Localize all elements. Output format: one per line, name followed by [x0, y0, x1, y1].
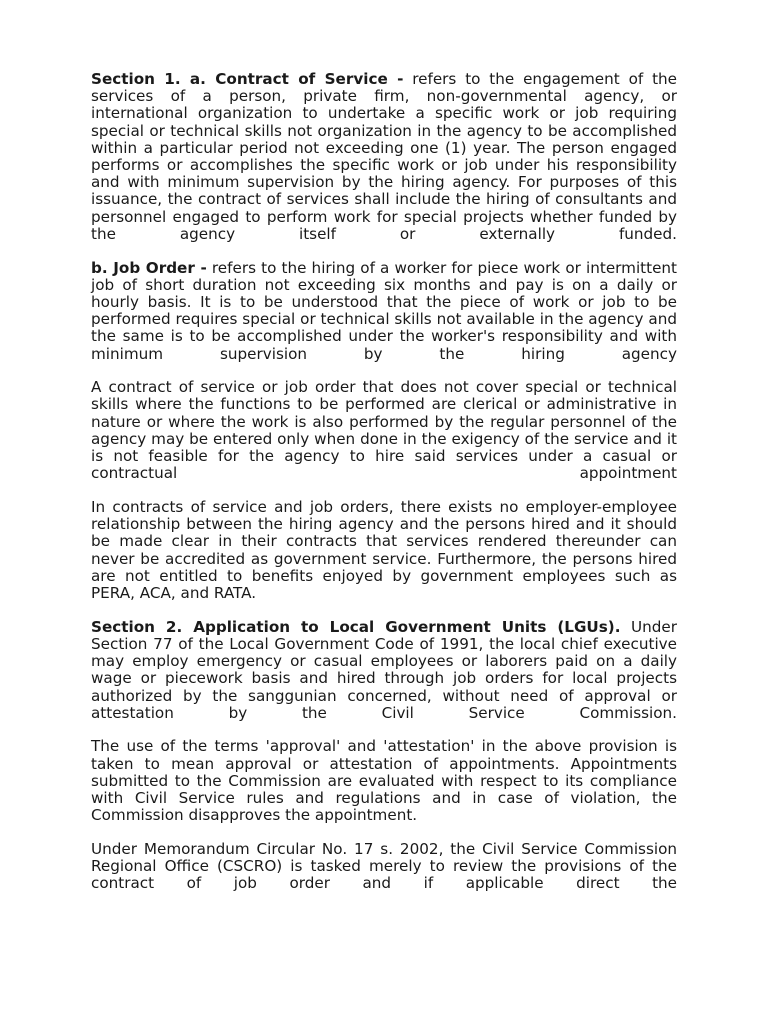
document-page: [91, 71, 677, 909]
paragraph-text: Under Section 77 of the Local Government Code of 1991, the local chief executive may employ emergency or casual employees or laborers paid on a daily wage or piecework basis and hired through job orders for local projects authorized by the sanggunian concerned, without need of approval or attestation by the Civil Service Commission.: [91, 617, 677, 722]
paragraph-text: Under Memorandum Circular No. 17 s. 2002, the Civil Service Commission Regional Office (CSCRO) is tasked merely to review the provisions of the contract of job order and if applicable direct the: [91, 839, 677, 893]
paragraph-no-employer-relationship: [91, 499, 677, 602]
paragraph-heading: Section 2. Application to Local Government Units (LGUs).: [91, 617, 621, 636]
paragraph-text: The use of the terms 'approval' and 'attestation' in the above provision is taken to mean approval or attestation of appointments. Appointments submitted to the Commission are evaluated with respect to its compliance with Civil Service rules and regulations and in case of violation, the Commission disapproves the appointment.: [91, 737, 677, 825]
paragraph-memorandum-circular: [91, 841, 677, 893]
paragraph-text: refers to the engagement of the services of a person, private firm, non-governmental agency, or international organization to undertake a specific work or job requiring special or technical skills not organization in the agency to be accomplished within a particular period not exceeding one (1) year. The person engaged performs or accomplishes the specific work or job under his responsibility and with minimum supervision by the hiring agency. For purposes of this issuance, the contract of services shall include the hiring of consultants and personnel engaged to perform work for special projects whether funded by the agency itself or externally funded.: [91, 70, 677, 243]
paragraph-clerical-exception: [91, 379, 677, 482]
paragraph-text: A contract of service or job order that does not cover special or technical skills where the functions to be performed are clerical or administrative in nature or where the work is also performed by the regular personnel of the agency may be entered only when done in the exigency of the service and it is not feasible for the agency to hire said services under a casual or contractual appointment: [91, 378, 677, 483]
paragraph-section-1b: [91, 260, 677, 363]
paragraph-heading: Section 1. a. Contract of Service -: [91, 70, 404, 88]
paragraph-text: In contracts of service and job orders, there exists no employer-employee relationship between the hiring agency and the persons hired and it should be made clear in their contracts that services rendered thereunder can never be accredited as government service. Furthermore, the persons hired are not entitled to benefits enjoyed by government employees such as PERA, ACA, and RATA.: [91, 497, 677, 602]
paragraph-section-1a: [91, 71, 677, 243]
paragraph-approval-attestation: [91, 738, 677, 824]
paragraph-section-2: [91, 619, 677, 722]
paragraph-heading: b. Job Order -: [91, 258, 207, 277]
paragraph-text: refers to the hiring of a worker for piece work or intermittent job of short duration not exceeding six months and pay is on a daily or hourly basis. It is to be understood that the piece of work or job to be performed requires special or technical skills not available in the agency and the same is to be accomplished under the worker's responsibility and with minimum supervision by the hiring agency: [91, 258, 677, 363]
